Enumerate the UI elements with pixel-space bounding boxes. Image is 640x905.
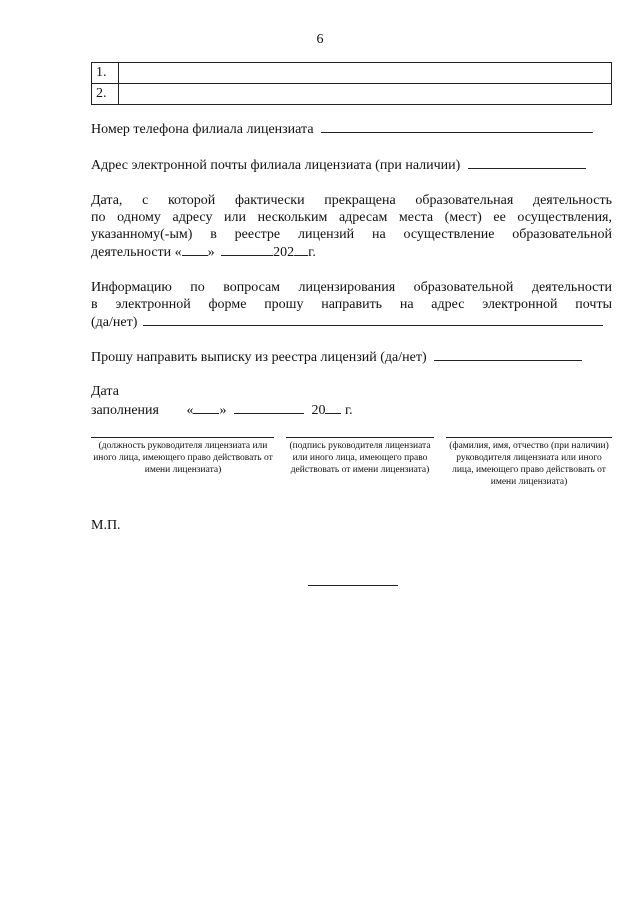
electronic-info-line: Информацию по вопросам лицензирования образовательной деятельности — [91, 280, 612, 295]
full-name-caption: (фамилия, имя, отчество (при наличии) руководителя лицензиата или иного лица, имеющего право действовать от имени лицензиата) — [449, 441, 609, 487]
fill-date-label: Дата — [91, 384, 119, 399]
row-value-field[interactable] — [119, 84, 612, 105]
email-field[interactable] — [468, 156, 586, 169]
address-table — [91, 62, 612, 105]
year-suffix: г. — [308, 245, 316, 260]
extract-label: Прошу направить выписку из реестра лицензий (да/нет) — [91, 350, 427, 365]
electronic-info-paragraph — [91, 279, 612, 331]
position-signature-line[interactable] — [91, 437, 274, 438]
close-quote: » — [219, 403, 227, 418]
signature-line[interactable] — [286, 437, 434, 438]
extract-field[interactable] — [434, 348, 582, 361]
table-row — [92, 63, 612, 84]
full-name-signature-line[interactable] — [446, 437, 612, 438]
electronic-info-line: в электронной форме прошу направить на адрес электронной почты — [91, 297, 612, 312]
table-row — [92, 84, 612, 105]
page-number: 6 — [316, 32, 324, 47]
open-quote: « — [186, 403, 194, 418]
phone-field[interactable] — [321, 120, 593, 133]
fill-date-row — [91, 401, 612, 419]
stamp-label: М.П. — [91, 518, 121, 533]
quote-mark: » — [207, 245, 215, 260]
phone-label: Номер телефона филиала лицензиата — [91, 122, 314, 137]
yes-no-label: (да/нет) — [91, 315, 138, 330]
phone-row — [91, 120, 612, 138]
email-label: Адрес электронной почты филиала лицензиата (при наличии) — [91, 158, 461, 173]
date-stop-date-line — [91, 243, 612, 261]
day-field[interactable] — [182, 243, 208, 256]
row-number: 2. — [92, 84, 119, 105]
month-field[interactable] — [221, 243, 273, 256]
fill-date-label-2: заполнения — [91, 403, 159, 418]
fill-day-field[interactable] — [193, 401, 219, 414]
fill-year-suffix: г. — [344, 403, 353, 418]
row-value-field[interactable] — [119, 63, 612, 84]
electronic-info-answer-line — [91, 313, 612, 331]
extract-row — [91, 348, 612, 366]
date-stop-paragraph — [91, 192, 612, 261]
date-stop-line: указанному(-ым) в реестре лицензий на осуществление образовательной — [91, 227, 612, 242]
yes-no-field[interactable] — [143, 313, 603, 326]
fill-month-field[interactable] — [234, 401, 304, 414]
signature-caption: (подпись руководителя лицензиата или иного лица, имеющего право действовать от имени лицензиата) — [289, 441, 431, 475]
fill-year-prefix: 20 — [311, 403, 326, 418]
date-stop-line: Дата, с которой фактически прекращена образовательная деятельность — [91, 193, 612, 208]
year-prefix: 202 — [273, 245, 295, 260]
date-stop-prefix: деятельности « — [91, 245, 182, 260]
row-number: 1. — [92, 63, 119, 84]
date-stop-line: по одному адресу или нескольким адресам места (мест) ее осуществления, — [91, 210, 612, 225]
end-divider — [308, 585, 398, 586]
email-row — [91, 156, 612, 174]
fill-year-field[interactable] — [325, 401, 341, 414]
position-caption: (должность руководителя лицензиата или иного лица, имеющего право действовать от имени лицензиата) — [93, 441, 273, 475]
year-field[interactable] — [294, 243, 308, 256]
